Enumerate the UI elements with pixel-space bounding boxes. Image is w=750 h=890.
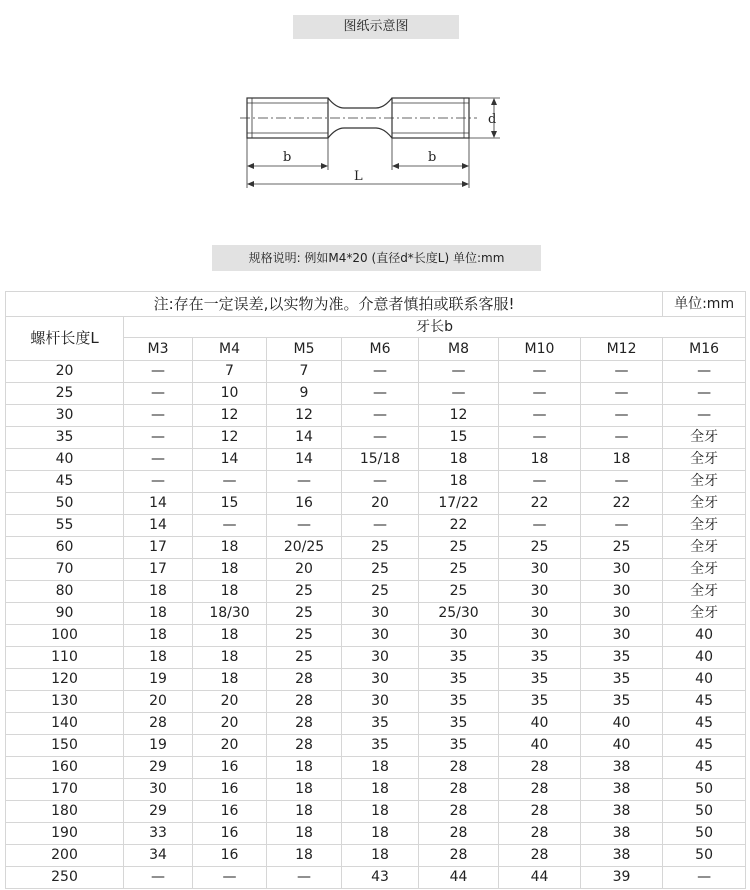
table-cell: 35 <box>419 735 499 757</box>
diagram-caption: 图纸示意图 <box>293 15 459 39</box>
table-cell: — <box>581 361 663 383</box>
row-length: 50 <box>6 493 124 515</box>
table-cell: 40 <box>581 713 663 735</box>
table-cell: 16 <box>193 801 267 823</box>
table-cell: 50 <box>663 801 746 823</box>
table-cell: 22 <box>581 493 663 515</box>
table-cell: 25 <box>342 581 419 603</box>
table-cell: 16 <box>193 845 267 867</box>
table-cell: 全牙 <box>663 449 746 471</box>
table-cell: 18 <box>193 537 267 559</box>
table-cell: 20 <box>193 735 267 757</box>
table-cell: — <box>419 383 499 405</box>
table-cell: 28 <box>419 779 499 801</box>
table-cell: 20/25 <box>267 537 342 559</box>
table-cell: — <box>342 427 419 449</box>
table-row <box>6 647 746 669</box>
table-cell: 18 <box>581 449 663 471</box>
table-cell: 30 <box>499 625 581 647</box>
table-cell: — <box>499 361 581 383</box>
table-cell: 28 <box>419 757 499 779</box>
table-cell: 28 <box>499 823 581 845</box>
table-cell: 43 <box>342 867 419 889</box>
table-cell: 16 <box>193 823 267 845</box>
table-cell: 35 <box>342 713 419 735</box>
thread-length-header: 牙长b <box>124 317 746 338</box>
table-cell: 28 <box>419 801 499 823</box>
table-cell: 18/30 <box>193 603 267 625</box>
column-header: M8 <box>419 338 499 361</box>
table-cell: 15 <box>193 493 267 515</box>
table-cell: 18 <box>124 581 193 603</box>
table-cell: 12 <box>419 405 499 427</box>
table-cell: — <box>124 449 193 471</box>
table-cell: 40 <box>663 669 746 691</box>
table-cell: 30 <box>499 581 581 603</box>
L-label: L <box>354 169 363 184</box>
table-cell: 30 <box>342 691 419 713</box>
table-cell: — <box>663 383 746 405</box>
table-cell: — <box>663 405 746 427</box>
table-cell: 35 <box>499 647 581 669</box>
table-row <box>6 779 746 801</box>
table-cell: 30 <box>342 669 419 691</box>
table-cell: — <box>342 361 419 383</box>
thread-length-table <box>5 291 746 889</box>
row-length: 60 <box>6 537 124 559</box>
table-cell: — <box>581 515 663 537</box>
table-cell: — <box>663 867 746 889</box>
row-length: 170 <box>6 779 124 801</box>
table-cell: — <box>499 427 581 449</box>
table-cell: 50 <box>663 823 746 845</box>
table-row <box>6 845 746 867</box>
table-cell: 25 <box>267 581 342 603</box>
table-row <box>6 603 746 625</box>
table-cell: — <box>267 515 342 537</box>
table-cell: 22 <box>499 493 581 515</box>
table-cell: 30 <box>342 625 419 647</box>
table-cell: 28 <box>419 845 499 867</box>
table-row <box>6 515 746 537</box>
table-cell: 38 <box>581 757 663 779</box>
table-cell: 全牙 <box>663 515 746 537</box>
table-cell: — <box>499 405 581 427</box>
table-cell: 35 <box>499 691 581 713</box>
row-length: 190 <box>6 823 124 845</box>
table-row <box>6 735 746 757</box>
table-cell: 25 <box>499 537 581 559</box>
table-cell: 25 <box>419 581 499 603</box>
b-label-left: b <box>283 150 292 165</box>
table-cell: 18 <box>342 779 419 801</box>
row-length: 250 <box>6 867 124 889</box>
table-cell: 35 <box>581 669 663 691</box>
table-cell: — <box>581 427 663 449</box>
table-row <box>6 405 746 427</box>
table-cell: 17 <box>124 537 193 559</box>
table-cell: 45 <box>663 713 746 735</box>
table-cell: 18 <box>499 449 581 471</box>
row-length: 120 <box>6 669 124 691</box>
table-cell: 18 <box>267 801 342 823</box>
table-cell: 35 <box>419 713 499 735</box>
row-length: 100 <box>6 625 124 647</box>
table-cell: 22 <box>419 515 499 537</box>
table-cell: 25 <box>419 559 499 581</box>
table-cell: — <box>342 515 419 537</box>
column-header: M16 <box>663 338 746 361</box>
table-cell: 45 <box>663 735 746 757</box>
table-cell: — <box>193 471 267 493</box>
table-cell: 18 <box>342 757 419 779</box>
table-cell: 12 <box>267 405 342 427</box>
row-length: 70 <box>6 559 124 581</box>
table-cell: 30 <box>581 603 663 625</box>
table-cell: 全牙 <box>663 537 746 559</box>
row-length: 130 <box>6 691 124 713</box>
table-cell: 25 <box>581 537 663 559</box>
table-cell: 30 <box>419 625 499 647</box>
column-header: M5 <box>267 338 342 361</box>
table-cell: 35 <box>581 691 663 713</box>
column-header: M10 <box>499 338 581 361</box>
table-cell: 20 <box>193 713 267 735</box>
table-cell: 30 <box>342 647 419 669</box>
table-cell: — <box>342 471 419 493</box>
table-cell: 30 <box>581 559 663 581</box>
table-cell: — <box>581 471 663 493</box>
b-label-right: b <box>428 150 437 165</box>
table-cell: — <box>267 867 342 889</box>
table-cell: 28 <box>267 735 342 757</box>
table-cell: 全牙 <box>663 581 746 603</box>
table-cell: 12 <box>193 427 267 449</box>
table-cell: 50 <box>663 845 746 867</box>
row-length: 25 <box>6 383 124 405</box>
table-cell: 18 <box>342 823 419 845</box>
table-cell: 45 <box>663 757 746 779</box>
table-cell: — <box>342 383 419 405</box>
table-row <box>6 537 746 559</box>
table-cell: 38 <box>581 845 663 867</box>
spec-explanation: 规格说明: 例如M4*20 (直径d*长度L) 单位:mm <box>212 245 541 271</box>
table-cell: — <box>663 361 746 383</box>
table-cell: — <box>499 515 581 537</box>
row-length: 45 <box>6 471 124 493</box>
table-cell: 15 <box>419 427 499 449</box>
table-cell: 40 <box>499 735 581 757</box>
table-cell: — <box>193 515 267 537</box>
row-length: 150 <box>6 735 124 757</box>
table-cell: 33 <box>124 823 193 845</box>
table-cell: 38 <box>581 823 663 845</box>
table-cell: — <box>419 361 499 383</box>
table-cell: 29 <box>124 757 193 779</box>
table-cell: 50 <box>663 779 746 801</box>
table-cell: — <box>124 383 193 405</box>
table-cell: 18 <box>193 559 267 581</box>
table-cell: 44 <box>499 867 581 889</box>
table-row <box>6 493 746 515</box>
column-header: M6 <box>342 338 419 361</box>
table-row <box>6 559 746 581</box>
table-cell: 14 <box>124 493 193 515</box>
row-length: 140 <box>6 713 124 735</box>
row-length: 180 <box>6 801 124 823</box>
table-cell: 25 <box>342 537 419 559</box>
stud-bolt-diagram <box>0 80 750 200</box>
row-length: 80 <box>6 581 124 603</box>
table-cell: 25 <box>267 625 342 647</box>
table-note: 注:存在一定误差,以实物为准。介意者慎拍或联系客服! <box>6 292 663 317</box>
column-header: M4 <box>193 338 267 361</box>
table-cell: — <box>499 471 581 493</box>
table-cell: 19 <box>124 735 193 757</box>
table-cell: 25/30 <box>419 603 499 625</box>
table-cell: 14 <box>267 427 342 449</box>
table-cell: 30 <box>124 779 193 801</box>
table-cell: 18 <box>193 581 267 603</box>
table-cell: 28 <box>499 801 581 823</box>
column-header: M12 <box>581 338 663 361</box>
unit-label: 单位:mm <box>663 292 746 317</box>
table-cell: 7 <box>267 361 342 383</box>
table-cell: 12 <box>193 405 267 427</box>
table-cell: 7 <box>193 361 267 383</box>
table-cell: 28 <box>499 845 581 867</box>
row-length: 20 <box>6 361 124 383</box>
table-cell: 20 <box>193 691 267 713</box>
row-length: 160 <box>6 757 124 779</box>
table-cell: 16 <box>193 779 267 801</box>
d-label: d <box>488 112 497 127</box>
row-length: 35 <box>6 427 124 449</box>
table-cell: 20 <box>124 691 193 713</box>
table-cell: 16 <box>193 757 267 779</box>
column-header: M3 <box>124 338 193 361</box>
table-cell: 40 <box>499 713 581 735</box>
table-cell: 44 <box>419 867 499 889</box>
table-cell: 40 <box>663 647 746 669</box>
table-row <box>6 669 746 691</box>
row-length: 30 <box>6 405 124 427</box>
table-cell: 25 <box>267 603 342 625</box>
length-header: 螺杆长度L <box>6 317 124 361</box>
table-row <box>6 427 746 449</box>
table-cell: — <box>124 867 193 889</box>
table-cell: 17 <box>124 559 193 581</box>
table-row <box>6 801 746 823</box>
table-cell: 18 <box>419 471 499 493</box>
table-row <box>6 361 746 383</box>
table-cell: 9 <box>267 383 342 405</box>
table-cell: 16 <box>267 493 342 515</box>
table-row <box>6 867 746 889</box>
table-cell: 18 <box>342 845 419 867</box>
table-cell: 38 <box>581 801 663 823</box>
table-cell: — <box>124 405 193 427</box>
table-cell: 28 <box>267 713 342 735</box>
table-cell: 10 <box>193 383 267 405</box>
table-cell: 38 <box>581 779 663 801</box>
table-cell: 30 <box>581 625 663 647</box>
table-cell: — <box>124 427 193 449</box>
table-cell: — <box>193 867 267 889</box>
table-cell: 18 <box>124 647 193 669</box>
table-cell: 28 <box>499 757 581 779</box>
table-cell: 17/22 <box>419 493 499 515</box>
table-cell: 25 <box>342 559 419 581</box>
table-cell: 18 <box>267 779 342 801</box>
table-cell: 40 <box>663 625 746 647</box>
table-cell: 35 <box>499 669 581 691</box>
table-cell: 20 <box>267 559 342 581</box>
table-row <box>6 713 746 735</box>
table-row <box>6 581 746 603</box>
table-cell: 35 <box>419 691 499 713</box>
table-cell: — <box>124 361 193 383</box>
table-row <box>6 449 746 471</box>
table-cell: 14 <box>267 449 342 471</box>
table-cell: 28 <box>499 779 581 801</box>
table-cell: 18 <box>193 647 267 669</box>
table-cell: 39 <box>581 867 663 889</box>
table-cell: 全牙 <box>663 493 746 515</box>
table-cell: 20 <box>342 493 419 515</box>
table-cell: 28 <box>267 669 342 691</box>
table-cell: — <box>581 383 663 405</box>
table-cell: 28 <box>267 691 342 713</box>
table-cell: 30 <box>581 581 663 603</box>
table-row <box>6 823 746 845</box>
row-length: 90 <box>6 603 124 625</box>
table-cell: 45 <box>663 691 746 713</box>
table-cell: 18 <box>267 823 342 845</box>
table-cell: 18 <box>193 625 267 647</box>
table-row <box>6 471 746 493</box>
table-body <box>6 361 746 889</box>
table-cell: 35 <box>419 647 499 669</box>
table-cell: 28 <box>419 823 499 845</box>
table-cell: 15/18 <box>342 449 419 471</box>
table-row <box>6 625 746 647</box>
table-cell: 18 <box>124 625 193 647</box>
table-cell: 全牙 <box>663 471 746 493</box>
table-cell: 34 <box>124 845 193 867</box>
table-cell: — <box>581 405 663 427</box>
shank-body <box>328 98 392 108</box>
row-length: 200 <box>6 845 124 867</box>
table-cell: 全牙 <box>663 559 746 581</box>
row-length: 55 <box>6 515 124 537</box>
table-row <box>6 757 746 779</box>
table-cell: 18 <box>267 757 342 779</box>
table-cell: — <box>124 471 193 493</box>
table-cell: 18 <box>342 801 419 823</box>
row-length: 40 <box>6 449 124 471</box>
table-cell: 18 <box>193 669 267 691</box>
table-cell: 30 <box>499 559 581 581</box>
table-cell: 19 <box>124 669 193 691</box>
table-row <box>6 383 746 405</box>
table-cell: 18 <box>124 603 193 625</box>
table-cell: — <box>499 383 581 405</box>
table-cell: 35 <box>581 647 663 669</box>
table-cell: 18 <box>267 845 342 867</box>
table-cell: 30 <box>342 603 419 625</box>
table-cell: 40 <box>581 735 663 757</box>
table-cell: 30 <box>499 603 581 625</box>
table-cell: 18 <box>419 449 499 471</box>
table-cell: 全牙 <box>663 603 746 625</box>
table-cell: 28 <box>124 713 193 735</box>
table-cell: 35 <box>342 735 419 757</box>
table-cell: 25 <box>419 537 499 559</box>
table-cell: 35 <box>419 669 499 691</box>
table-cell: — <box>267 471 342 493</box>
table-cell: — <box>342 405 419 427</box>
table-cell: 14 <box>193 449 267 471</box>
table-cell: 全牙 <box>663 427 746 449</box>
table-cell: 14 <box>124 515 193 537</box>
table-cell: 25 <box>267 647 342 669</box>
row-length: 110 <box>6 647 124 669</box>
table-cell: 29 <box>124 801 193 823</box>
table-row <box>6 691 746 713</box>
